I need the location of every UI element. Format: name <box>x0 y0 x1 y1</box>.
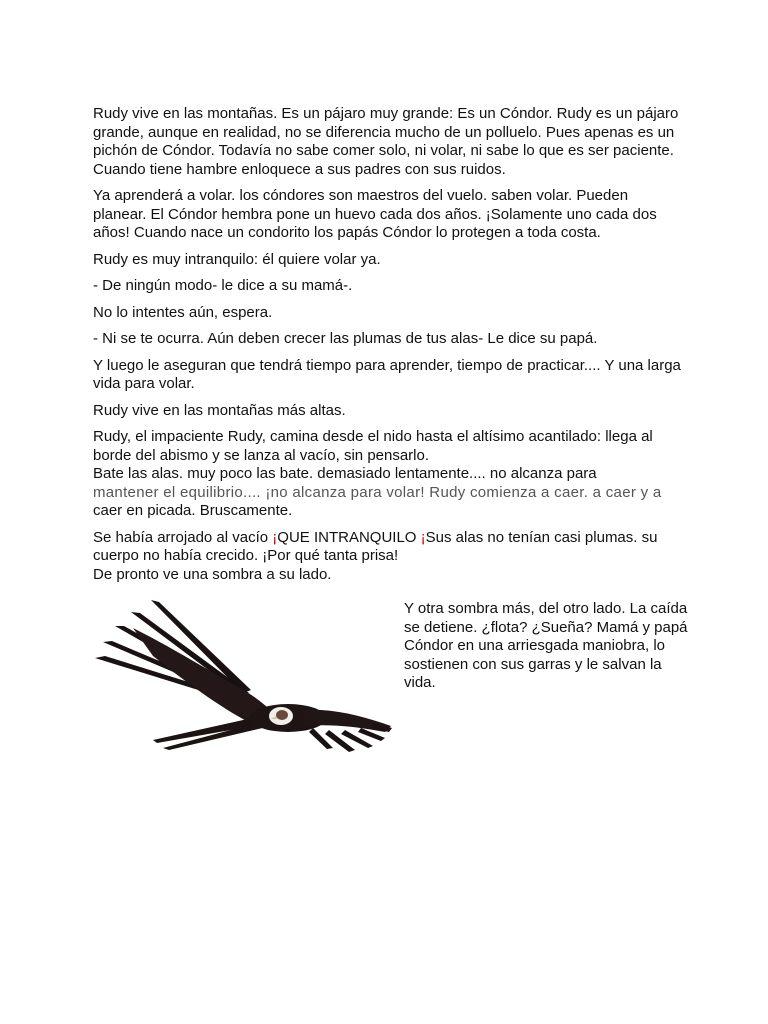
story-text <box>93 105 683 592</box>
condor-illustration <box>93 598 393 758</box>
exclamation-mark-1: ¡ <box>272 528 278 546</box>
paragraph-9-line-a: Rudy, el impaciente Rudy, camina desde el nido hasta el altísimo acantilado: llega al borde del abismo y se lanza al vacío, sin pensarlo. <box>93 428 653 464</box>
paragraph-5: No lo intentes aún, espera. <box>93 303 273 321</box>
condor-section <box>93 598 688 768</box>
exclamation-mark-2: ¡ <box>420 528 426 546</box>
paragraph-6: - Ni se te ocurra. Aún deben crecer las plumas de tus alas- Le dice su papá. <box>93 330 598 347</box>
paragraph-2: Ya aprenderá a volar. los cóndores son maestros del vuelo. saben volar. Pueden planear. El Cóndor hembra pone un huevo cada dos años. ¡Solamente uno cada dos años! Cuando nace un condorito los papás Cóndor lo protegen a toda costa. <box>93 187 657 241</box>
paragraph-10-part-a: Se había arrojado al vacío <box>93 528 273 546</box>
paragraph-3: Rudy es muy intranquilo: él quiere volar ya. <box>93 250 381 268</box>
paragraph-9 <box>93 428 683 521</box>
paragraph-10 <box>93 529 683 585</box>
paragraph-10-part-b: QUE INTRANQUILO <box>277 528 421 546</box>
paragraph-9-line-b: Bate las alas. muy poco las bate. demasiado lentamente.... no alcanza para <box>93 465 597 482</box>
paragraph-8: Rudy vive en las montañas más altas. <box>93 401 346 419</box>
paragraph-4: - De ningún modo- le dice a su mamá-. <box>93 277 353 294</box>
paragraph-1: Rudy vive en las montañas. Es un pájaro muy grande: Es un Cóndor. Rudy es un pájaro grande, aunque en realidad, no se diferencia mucho de un polluelo. Pues apenas es un pichón de Cóndor. Todavía no sabe comer solo, ni volar, ni sabe lo que es ser paciente. Cuando tiene hambre enloquece a sus padres con sus ruidos. <box>93 105 679 178</box>
paragraph-9-line-d: caer en picada. Bruscamente. <box>93 502 293 519</box>
paragraph-11: Y otra sombra más, del otro lado. La caída se detiene. ¿flota? ¿Sueña? Mamá y papá Cóndor en una arriesgada maniobra, lo sostienen con sus garras y le salvan la vida. <box>404 600 688 691</box>
paragraph-10-part-c: Sus alas no tenían casi plumas. su cuerpo no había crecido. ¡Por qué tanta prisa! <box>93 528 658 564</box>
paragraph-7: Y luego le aseguran que tendrá tiempo para aprender, tiempo de practicar.... Y una larga vida para volar. <box>93 356 681 392</box>
paragraph-9-line-c: mantener el equilibrio.... ¡no alcanza para volar! Rudy comienza a caer. a caer y a <box>93 483 662 501</box>
paragraph-10-part-d: De pronto ve una sombra a su lado. <box>93 565 332 583</box>
